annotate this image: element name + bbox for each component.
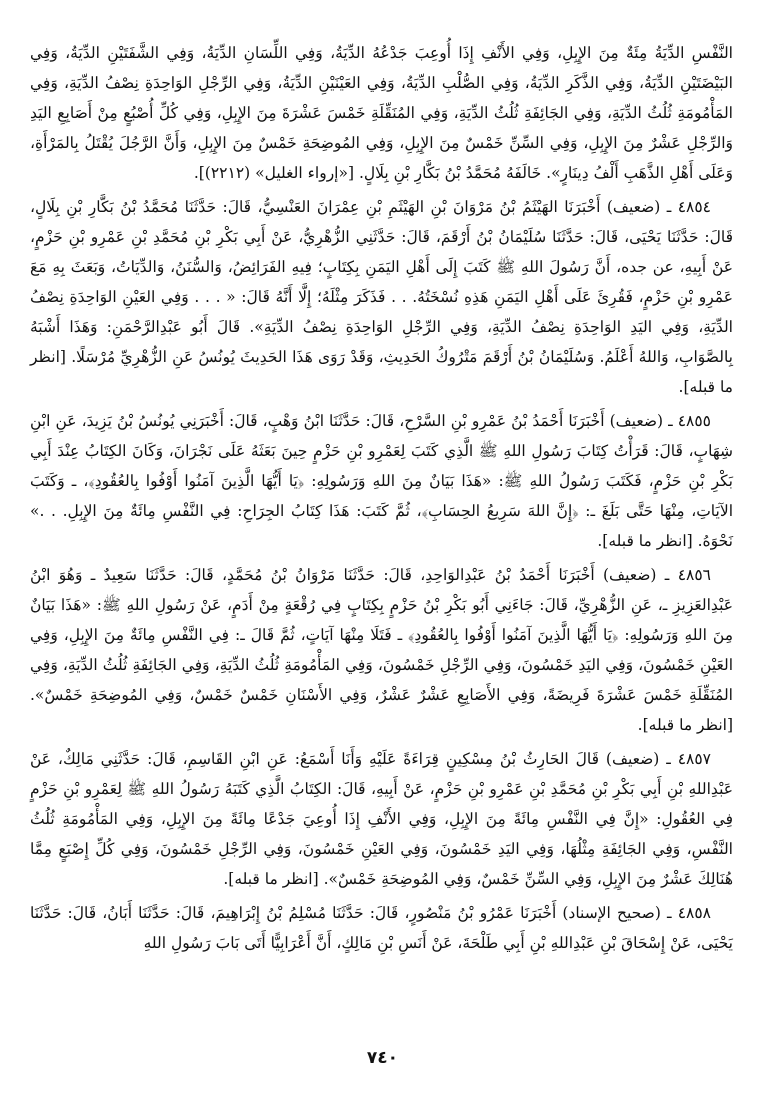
hadith-4855: ٤٨٥٥ ـ (ضعيف) أَخْبَرَنَا أَحْمَدُ بْنُ عَمْرِو بْنِ السَّرْحِ، قَالَ: حَدَّثَنَا ابْنُ وَهْبٍ، قَالَ: أَخْبَرَنِي يُونُسُ بْنُ يَزِيدَ، عَنِ ابْنِ شِهَابٍ، قَالَ: قَرَأْتُ كِتَابَ رَسُولِ اللهِ ﷺ الَّذِي كَتَبَ لِعَمْرِو بْنِ حَزْمٍ حِينَ بَعَثَهُ عَلَى نَجْرَانَ، وَكَانَ الكِتَابُ عِنْدَ أَبِي بَكْرِ بْنِ حَزْمٍ، فَكَتَبَ رَسُولُ اللهِ ﷺ: «هَذَا بَيَانٌ مِنَ اللهِ وَرَسُولِهِ: ﴿يَا أَيُّهَا الَّذِينَ آمَنُوا أَوْفُوا بِالعُقُودِ﴾، ـ وَكَتَبَ الآيَاتِ، مِنْهَا حَتَّى بَلَغَ ـ: ﴿إِنَّ اللهَ سَرِيعُ الحِسَابِ﴾، ثُمَّ كَتَبَ: هَذَا كِتَابُ الجِرَاحِ: فِي النَّفْسِ مِائَةٌ مِنَ الإِبِلِ. . .» نَحْوَهُ. [انظر ما قبله]. (30, 412, 733, 550)
hadith-4857: ٤٨٥٧ ـ (ضعيف) قَالَ الحَارِثُ بْنُ مِسْكِينٍ قِرَاءَةً عَلَيْهِ وَأَنَا أَسْمَعُ: عَنِ ابْنِ القَاسِمِ، قَالَ: حَدَّثَنِي مَالِكٌ، عَنْ عَبْدِاللهِ بْنِ أَبِي بَكْرِ بْنِ مُحَمَّدِ بْنِ عَمْرِو بْنِ حَزْمٍ، عَنْ أَبِيهِ، قَالَ: الكِتَابُ الَّذِي كَتَبَهُ رَسُولُ اللهِ ﷺ لِعَمْرِو بْنِ حَزْمٍ فِي العُقُولِ: «إِنَّ فِي النَّفْسِ مِائَةً مِنَ الإِبِلِ، وَفِي الأَنْفِ إِذَا أُوعِيَ جَدْعًا مِائَةً مِنَ الإِبِلِ، وَفِي المَأْمُومَةِ ثُلُثُ النَّفْسِ، وَفِي الجَائِفَةِ مِثْلُهَا، وَفِي اليَدِ خَمْسُونَ، وَفِي العَيْنِ خَمْسُونَ، وَفِي الرِّجْلِ خَمْسُونَ، وَفِي كُلِّ إِصْبَعٍ مِمَّا هُنَالِكَ عَشْرٌ مِنَ الإِبِلِ، وَفِي السِّنِّ خَمْسٌ، وَفِي المُوضِحَةِ خَمْسٌ». [انظر ما قبله]. (30, 750, 733, 888)
document-page (30, 38, 733, 958)
hadith-4854: ٤٨٥٤ ـ (ضعيف) أَخْبَرَنَا الهَيْثَمُ بْنُ مَرْوَانَ بْنِ الهَيْثَمِ بْنِ عِمْرَانَ العَنْسِيُّ، قَالَ: حَدَّثَنَا مُحَمَّدُ بْنُ بَكَّارِ بْنِ بِلَالٍ، قَالَ: حَدَّثَنَا يَحْيَى، قَالَ: حَدَّثَنَا سُلَيْمَانُ بْنُ أَرْقَمَ، قَالَ: حَدَّثَنِي الزُّهْرِيُّ، عَنْ أَبِي بَكْرِ بْنِ مُحَمَّدِ بْنِ عَمْرِو بْنِ حَزْمٍ، عَنْ أَبِيهِ، عن جده، أَنَّ رَسُولَ اللهِ ﷺ كَتَبَ إِلَى أَهْلِ اليَمَنِ بِكِتَابٍ؛ فِيهِ الفَرَائِضُ، وَالسُّنَنُ، وَالدِّيَاتُ، وَبَعَثَ بِهِ مَعَ عَمْرِو بْنِ حَزْمٍ، فَقُرِئَ عَلَى أَهْلِ اليَمَنِ هَذِهِ نُسْخَتُهُ. . . فَذَكَرَ مِثْلَهُ؛ إِلَّا أَنَّهُ قَالَ: « . . . وَفِي العَيْنِ الوَاحِدَةِ نِصْفُ الدِّيَةِ، وَفِي اليَدِ الوَاحِدَةِ نِصْفُ الدِّيَةِ، وَفِي الرِّجْلِ الوَاحِدَةِ نِصْفُ الدِّيَةِ». قَالَ أَبُو عَبْدِالرَّحْمَنِ: وَهَذَا أَشْبَهُ بِالصَّوَابِ، وَاللهُ أَعْلَمُ. وَسُلَيْمَانُ بْنُ أَرْقَمَ مَتْرُوكُ الحَدِيثِ، وَقَدْ رَوَى هَذَا الحَدِيثَ يُونُسُ عَنِ الزُّهْرِيِّ مُرْسَلًا. [انظر ما قبله]. (30, 198, 733, 396)
hadith-continuation: النَّفْسِ الدِّيَةُ مِئَةٌ مِنَ الإِبِلِ، وَفِي الأَنْفِ إِذَا أُوعِبَ جَدْعُهُ الدِّيَةُ، وَفِي اللِّسَانِ الدِّيَةُ، وَفِي الشَّفَتَيْنِ الدِّيَةُ، وَفِي البَيْضَتَيْنِ الدِّيَةُ، وَفِي الذَّكَرِ الدِّيَةُ، وَفِي الصُّلْبِ الدِّيَةُ، وَفِي العَيْنَيْنِ الدِّيَةُ، وَفِي الرِّجْلِ الوَاحِدَةِ نِصْفُ الدِّيَةِ، وَفِي المَأْمُومَةِ ثُلُثُ الدِّيَةِ، وَفِي الجَائِفَةِ ثُلُثُ الدِّيَةِ، وَفِي المُنَقِّلَةِ خَمْسَ عَشْرَةَ مِنَ الإِبِلِ، وَفِي كُلِّ أُصْبُعٍ مِنْ أَصَابِعِ اليَدِ وَالرِّجْلِ عَشْرٌ مِنَ الإِبِلِ، وَفِي السِّنِّ خَمْسٌ مِنَ الإِبِلِ، وَفِي المُوضِحَةِ خَمْسٌ مِنَ الإِبِلِ، وَأَنَّ الرَّجُلَ يُقْتَلُ بِالمَرْأَةِ، وَعَلَى أَهْلِ الذَّهَبِ أَلْفُ دِينَارٍ». خَالَفَهُ مُحَمَّدُ بْنُ بَكَّارِ بْنِ بِلَالٍ. [«إرواء الغليل» (٢٢١٢)]. (30, 44, 733, 182)
hadith-4856: ٤٨٥٦ ـ (ضعيف) أَخْبَرَنَا أَحْمَدُ بْنُ عَبْدِالوَاحِدِ، قَالَ: حَدَّثَنَا مَرْوَانُ بْنُ مُحَمَّدٍ، قَالَ: حَدَّثَنَا سَعِيدٌ ـ وَهُوَ ابْنُ عَبْدِالعَزِيزِ ـ، عَنِ الزُّهْرِيِّ، قَالَ: جَاءَنِي أَبُو بَكْرِ بْنُ حَزْمٍ بِكِتَابٍ فِي رُقْعَةٍ مِنْ أَدَمٍ، عَنْ رَسُولِ اللهِ ﷺ: «هَذَا بَيَانٌ مِنَ اللهِ وَرَسُولِهِ: ﴿يَا أَيُّهَا الَّذِينَ آمَنُوا أَوْفُوا بِالعُقُودِ﴾ ـ فَتَلَا مِنْهَا آيَاتٍ، ثُمَّ قَالَ ـ: فِي النَّفْسِ مِائَةٌ مِنَ الإِبِلِ، وَفِي العَيْنِ خَمْسُونَ، وَفِي اليَدِ خَمْسُونَ، وَفِي الرِّجْلِ خَمْسُونَ، وَفِي المَأْمُومَةِ ثُلُثُ الدِّيَةِ، وَفِي الجَائِفَةِ ثُلُثُ الدِّيَةِ، وَفِي المُنَقِّلَةِ خَمْسَ عَشْرَةَ فَرِيضَةً، وَفِي الأَصَابِعِ عَشْرٌ عَشْرٌ، وَفِي الأَسْنَانِ خَمْسٌ خَمْسٌ، وَفِي المُوضِحَةِ خَمْسٌ». [انظر ما قبله]. (30, 566, 733, 734)
page-number: ٧٤٠ (366, 1048, 399, 1068)
hadith-4858: ٤٨٥٨ ـ (صحيح الإسناد) أَخْبَرَنَا عَمْرُو بْنُ مَنْصُورٍ، قَالَ: حَدَّثَنَا مُسْلِمُ بْنُ إِبْرَاهِيمَ، قَالَ: حَدَّثَنَا أَبَانُ، قَالَ: حَدَّثَنَا يَحْيَى، عَنْ إِسْحَاقَ بْنِ عَبْدِاللهِ بْنِ أَبِي طَلْحَةَ، عَنْ أَنَسِ بْنِ مَالِكٍ، أَنَّ أَعْرَابِيًّا أَتَى بَابَ رَسُولِ اللهِ (30, 904, 733, 952)
